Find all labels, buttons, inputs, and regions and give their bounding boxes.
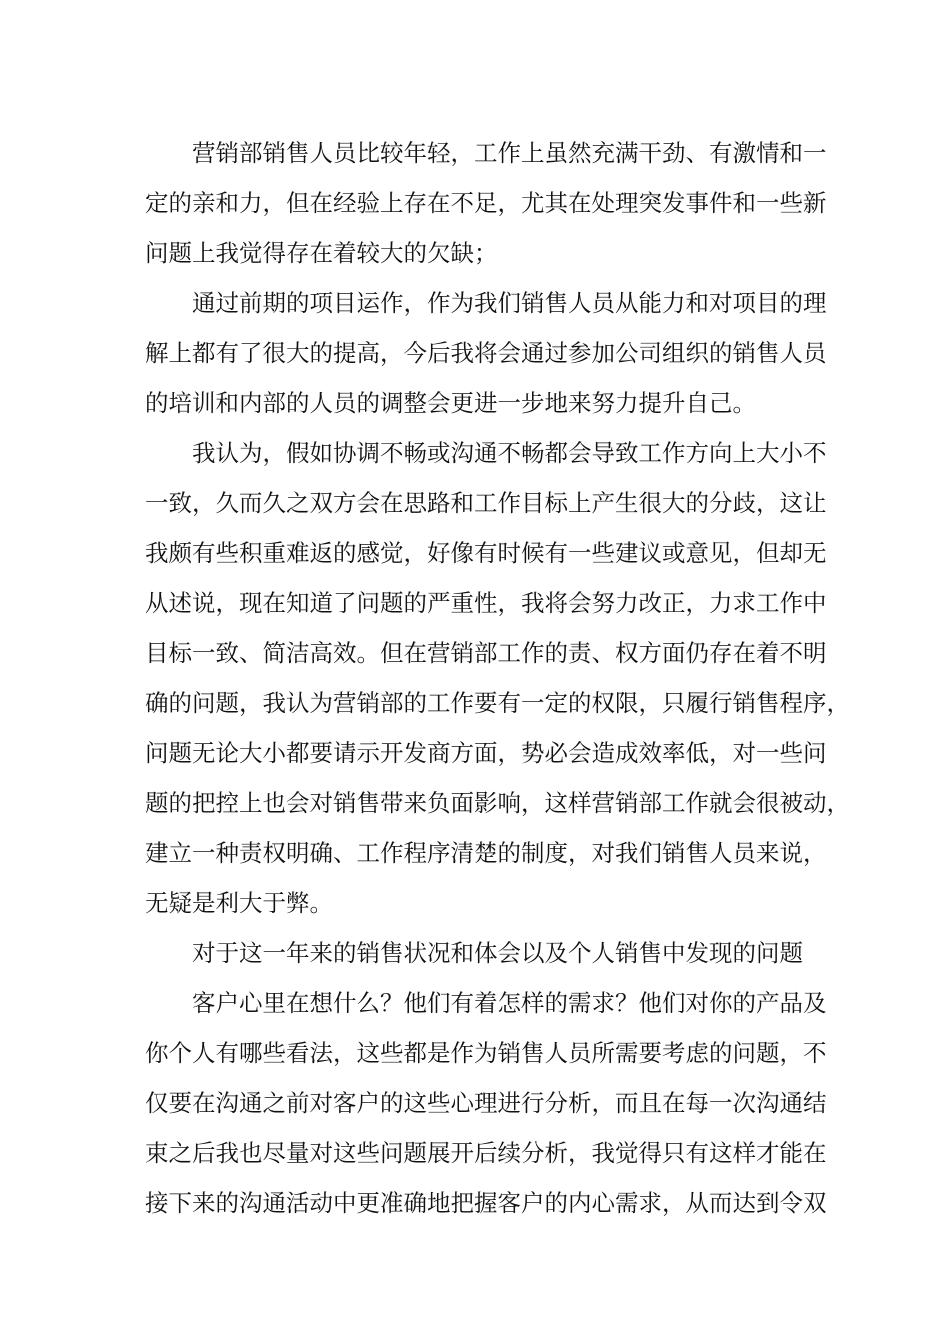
paragraph-line: 从述说，现在知道了问题的严重性，我将会努力改正，力求工作中 bbox=[145, 589, 827, 617]
paragraph-line: 目标一致、简洁高效。但在营销部工作的责、权方面仍存在着不明 bbox=[145, 639, 827, 667]
paragraph-line: 定的亲和力，但在经验上存在不足，尤其在处理突发事件和一些新 bbox=[145, 189, 827, 217]
paragraph-line: 对于这一年来的销售状况和体会以及个人销售中发现的问题 bbox=[192, 939, 803, 967]
paragraph-line: 我颇有些积重难返的感觉，好像有时候有一些建议或意见，但却无 bbox=[145, 539, 827, 567]
paragraph-line: 题的把控上也会对销售带来负面影响，这样营销部工作就会很被动， bbox=[145, 789, 850, 817]
paragraph-2 bbox=[145, 278, 827, 428]
paragraph-line: 你个人有哪些看法，这些都是作为销售人员所需要考虑的问题，不 bbox=[145, 1039, 827, 1067]
paragraph-line: 的培训和内部的人员的调整会更进一步地来努力提升自己。 bbox=[145, 389, 756, 417]
paragraph-line: 问题上我觉得存在着较大的欠缺； bbox=[145, 239, 498, 267]
paragraph-line: 客户心里在想什么？他们有着怎样的需求？他们对你的产品及 bbox=[192, 989, 827, 1017]
paragraph-line: 营销部销售人员比较年轻，工作上虽然充满干劲、有激情和一 bbox=[192, 139, 827, 167]
paragraph-5 bbox=[145, 978, 827, 1228]
paragraph-line: 问题无论大小都要请示开发商方面，势必会造成效率低，对一些问 bbox=[145, 739, 827, 767]
paragraph-line: 我认为，假如协调不畅或沟通不畅都会导致工作方向上大小不 bbox=[192, 439, 827, 467]
paragraph-4 bbox=[145, 928, 805, 978]
paragraph-line: 解上都有了很大的提高，今后我将会通过参加公司组织的销售人员 bbox=[145, 339, 827, 367]
paragraph-line: 接下来的沟通活动中更准确地把握客户的内心需求，从而达到令双 bbox=[145, 1189, 827, 1217]
paragraph-line: 仅要在沟通之前对客户的这些心理进行分析，而且在每一次沟通结 bbox=[145, 1089, 827, 1117]
paragraph-line: 建立一种责权明确、工作程序清楚的制度，对我们销售人员来说， bbox=[145, 839, 827, 867]
paragraph-line: 一致，久而久之双方会在思路和工作目标上产生很大的分歧，这让 bbox=[145, 489, 827, 517]
document-body bbox=[145, 128, 850, 1228]
paragraph-1 bbox=[145, 128, 827, 278]
paragraph-line: 束之后我也尽量对这些问题展开后续分析，我觉得只有这样才能在 bbox=[145, 1139, 827, 1167]
paragraph-line: 通过前期的项目运作，作为我们销售人员从能力和对项目的理 bbox=[192, 289, 827, 317]
paragraph-line: 无疑是利大于弊。 bbox=[145, 889, 333, 917]
paragraph-3 bbox=[145, 428, 850, 928]
paragraph-line: 确的问题，我认为营销部的工作要有一定的权限，只履行销售程序， bbox=[145, 689, 850, 717]
